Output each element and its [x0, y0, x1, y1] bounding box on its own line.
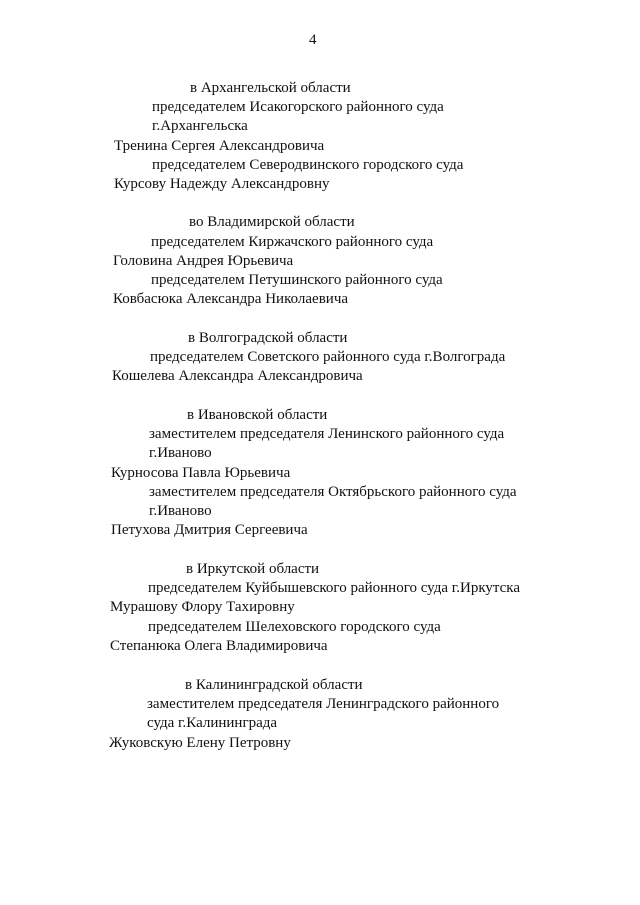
region-heading: в Калининградской области	[185, 677, 363, 693]
person-name: Мурашову Флору Тахировну	[110, 599, 295, 615]
position-line: суда г.Калининграда	[147, 715, 278, 731]
person-name: Кошелева Александра Александровича	[112, 368, 363, 384]
person-name: Головина Андрея Юрьевича	[113, 253, 294, 269]
person-name: Петухова Дмитрия Сергеевича	[111, 522, 308, 538]
position-line: г.Иваново	[149, 445, 212, 461]
person-name: Ковбасюка Александра Николаевича	[113, 291, 349, 307]
region-heading: в Волгоградской области	[188, 330, 348, 346]
position-line: председателем Исакогорского районного суда	[152, 99, 444, 115]
position-line: г.Иваново	[149, 503, 212, 519]
region-heading: в Архангельской области	[190, 80, 351, 96]
region-heading: в Ивановской области	[187, 407, 328, 423]
position-line: председателем Куйбышевского районного суда г.Иркутска	[148, 580, 521, 596]
position-line: председателем Киржачского районного суда	[151, 234, 434, 250]
person-name: Тренина Сергея Александровича	[114, 138, 325, 154]
position-line: председателем Советского районного суда г.Волгограда	[150, 349, 506, 365]
person-name: Жуковскую Елену Петровну	[109, 735, 291, 751]
position-line: председателем Северодвинского городского суда	[152, 157, 464, 173]
person-name: Курносова Павла Юрьевича	[111, 465, 291, 481]
position-line: заместителем председателя Ленинского районного суда	[149, 426, 505, 442]
region-heading: во Владимирской области	[189, 214, 355, 230]
page-number: 4	[309, 32, 317, 48]
position-line: председателем Петушинского районного суда	[151, 272, 443, 288]
person-name: Курсову Надежду Александровну	[114, 176, 330, 192]
region-heading: в Иркутской области	[186, 561, 320, 577]
position-line: заместителем председателя Ленинградского районного	[147, 696, 500, 712]
position-line: г.Архангельска	[152, 118, 248, 134]
position-line: заместителем председателя Октябрьского районного суда	[149, 484, 517, 500]
person-name: Степанюка Олега Владимировича	[110, 638, 328, 654]
position-line: председателем Шелеховского городского суда	[148, 619, 441, 635]
